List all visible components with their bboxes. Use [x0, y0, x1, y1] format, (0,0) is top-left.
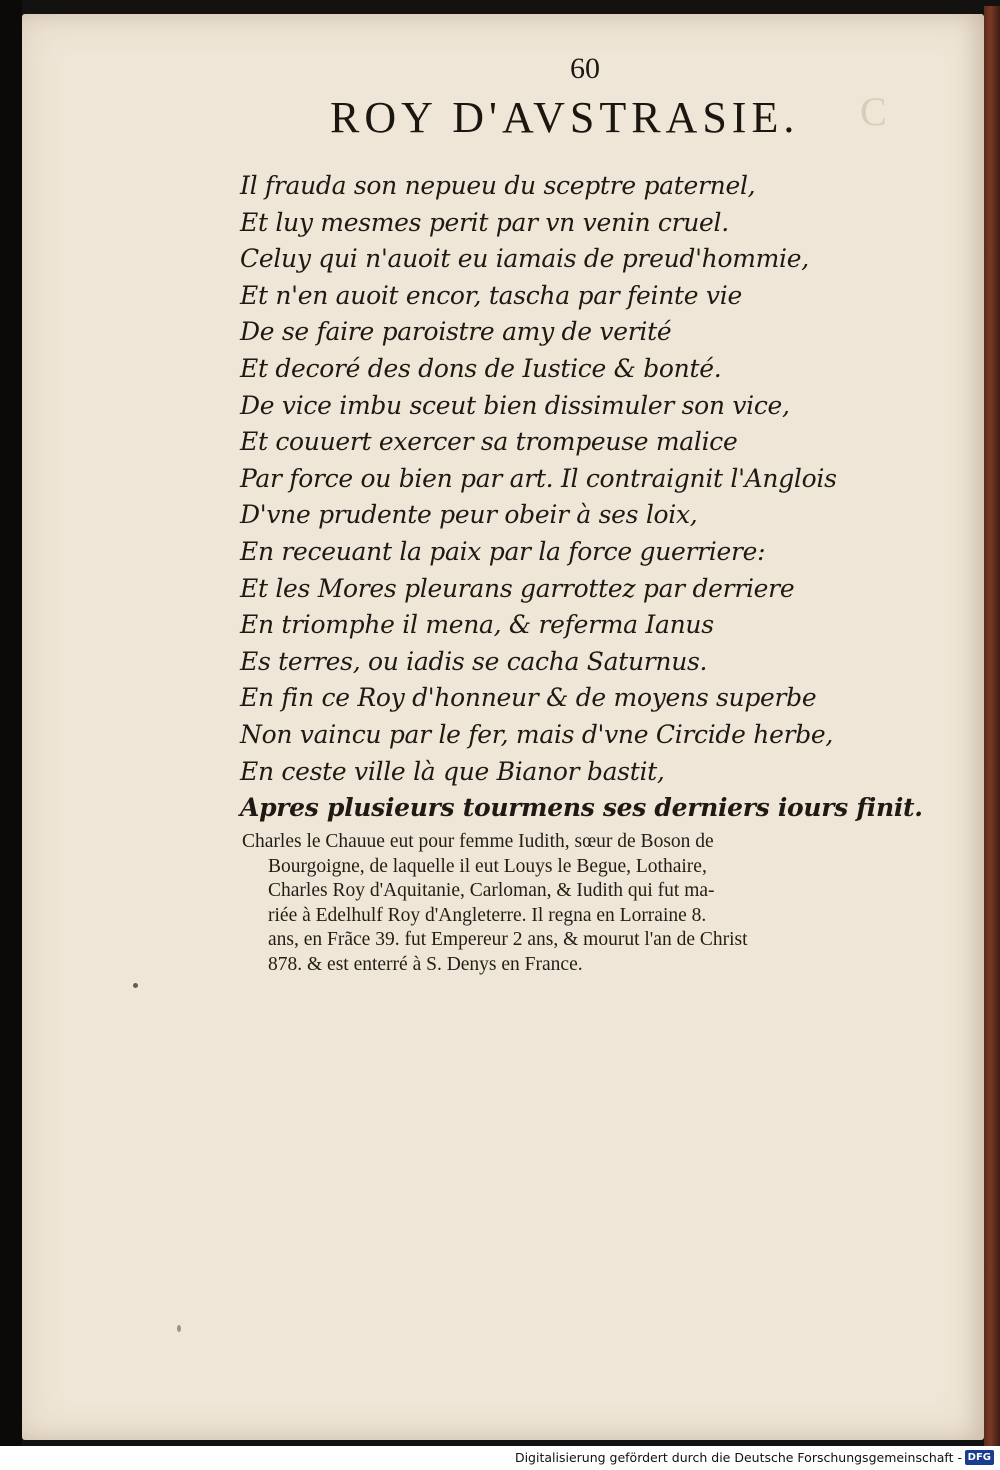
verse-line: Et n'en auoit encor, tascha par feinte vie — [240, 280, 742, 310]
scan-left-edge — [0, 0, 22, 1470]
verse-line: Il frauda son nepueu du sceptre paternel, — [240, 171, 756, 200]
verse-line: En ceste ville là que Bianor bastit, — [240, 756, 665, 786]
dfg-logo: DFG — [965, 1450, 994, 1465]
running-head: ROY D'AVSTRASIE. — [330, 93, 800, 142]
verse-line: Apres plusieurs tourmens ses derniers iours finit. — [240, 793, 923, 823]
verse-line: Par force ou bien par art. Il contraignit l'Anglois — [240, 463, 837, 493]
verse-line: D'vne prudente peur obeir à ses loix, — [240, 500, 698, 530]
note-line: ans, en Frãce 39. fut Empereur 2 ans, & mourut l'an de Christ — [268, 929, 748, 950]
bleed-through-text: C — [860, 89, 891, 134]
verse-line: Et couuert exercer sa trompeuse malice — [240, 427, 738, 457]
verse-line: Celuy qui n'auoit eu iamais de preud'hommie, — [240, 244, 809, 274]
note-line: Bourgoigne, de laquelle il eut Louys le Begue, Lothaire, — [268, 855, 707, 877]
paper-speck — [133, 983, 138, 988]
verse-line: Et luy mesmes perit par vn venin cruel. — [240, 207, 729, 237]
note-line: riée à Edelhulf Roy d'Angleterre. Il regna en Lorraine 8. — [268, 904, 707, 926]
verse-line: En triomphe il mena, & referma Ianus — [240, 610, 714, 640]
verse-line: Et decoré des dons de Iustice & bonté. — [240, 353, 722, 383]
digitization-footer — [0, 1446, 1000, 1470]
book-spine-edge — [984, 6, 1000, 1446]
verse-line: Non vaincu par le fer, mais d'vne Circide herbe, — [240, 719, 834, 749]
verse-line: De vice imbu sceut bien dissimuler son vice, — [240, 390, 790, 420]
note-line: Charles le Chauue eut pour femme Iudith, sœur de Boson de — [242, 831, 714, 852]
note-line: Charles Roy d'Aquitanie, Carloman, & Iudith qui fut ma- — [268, 880, 715, 901]
prose-note — [242, 830, 852, 977]
verse-line: En receuant la paix par la force guerriere: — [240, 536, 766, 566]
verse-line: Et les Mores pleurans garrottez par derriere — [240, 573, 795, 603]
verse-line: En fin ce Roy d'honneur & de moyens superbe — [240, 683, 817, 713]
verse-line: Es terres, ou iadis se cacha Saturnus. — [240, 646, 708, 676]
verse-block — [240, 168, 923, 827]
funding-credit: Digitalisierung gefördert durch die Deutsche Forschungsgemeinschaft - — [514, 1450, 962, 1465]
note-line: 878. & est enterré à S. Denys en France. — [268, 953, 583, 975]
paper-speck — [177, 1325, 181, 1332]
page-number: 60 — [570, 52, 600, 85]
verse-line: De se faire paroistre amy de verité — [240, 317, 672, 347]
